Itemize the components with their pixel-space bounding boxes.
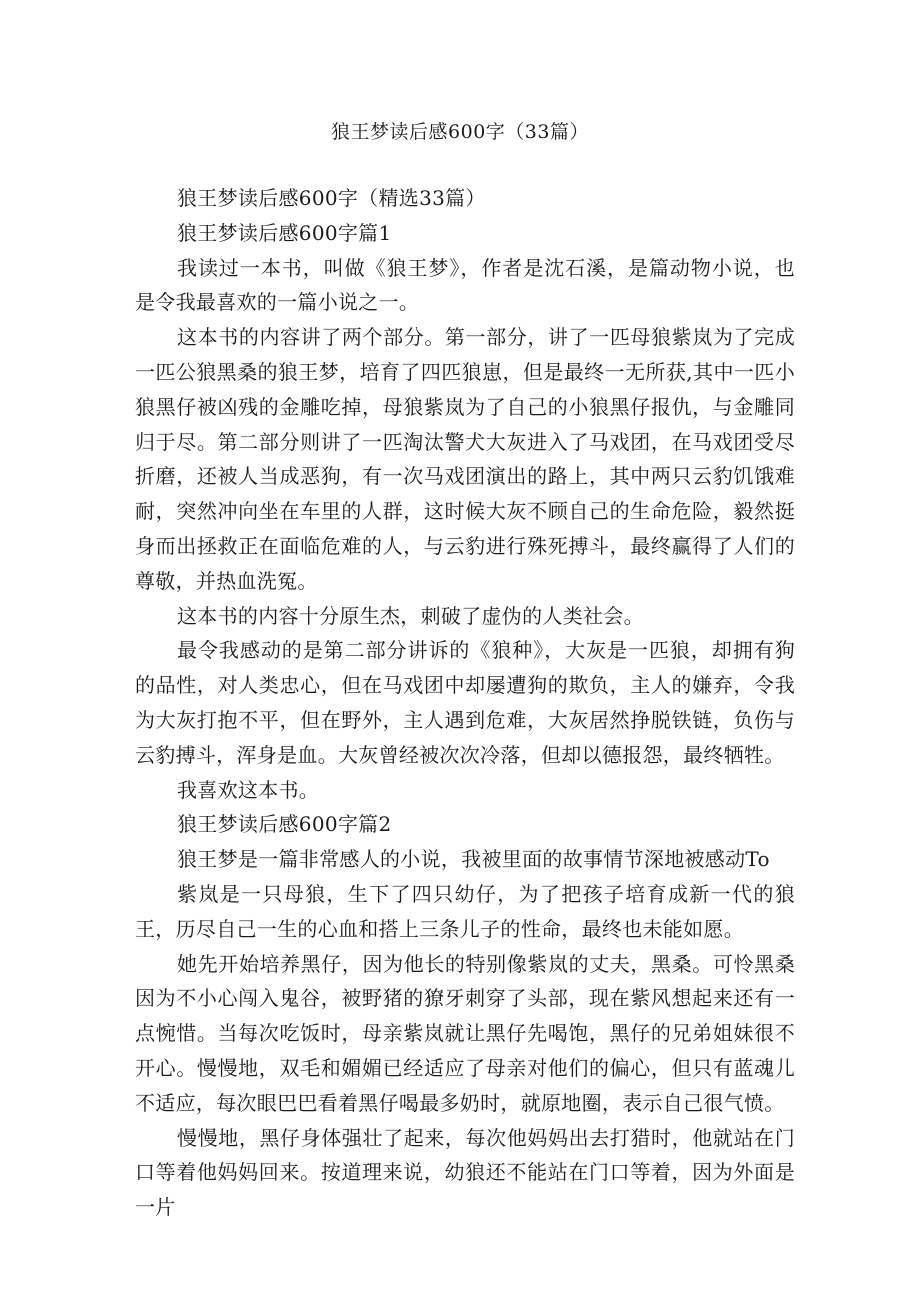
- paragraph: 最令我感动的是第二部分讲诉的《狼种》，大灰是一匹狼，却拥有狗的品性，对人类忠心，但在马戏团中却屡遭狗的欺负，主人的嫌弃，令我为大灰打抱不平，但在野外，主人遇到危难，大灰居然挣脱铁链，负伤与云豹搏斗，浑身是血。大灰曾经被次次冷落，但却以德报怨，最终牺牲。: [135, 638, 795, 767]
- paragraph: 我读过一本书，叫做《狼王梦》，作者是沈石溪，是篇动物小说，也是令我最喜欢的一篇小说之一。: [135, 255, 795, 315]
- subtitle-paragraph: 狼王梦读后感600字（精选33篇）: [177, 186, 486, 210]
- paragraph: 狼王梦是一篇非常感人的小说，我被里面的故事情节深地被感动To: [177, 847, 770, 872]
- paragraph: 她先开始培养黑仔，因为他长的特别像紫岚的丈夫，黑桑。可怜黑桑因为不小心闯入鬼谷，被野猪的獠牙刺穿了头部，现在紫风想起来还有一点惋惜。当每次吃饭时，母亲紫岚就让黑仔先喝饱，黑仔的兄弟姐妹很不开心。慢慢地，双毛和媚媚已经适应了母亲对他们的偏心，但只有蓝魂儿不适应，每次眼巴巴看着黑仔喝最多奶时，就原地圈，表示自己很气愤。: [135, 951, 795, 1115]
- document-body: [135, 181, 795, 1225]
- document-title: 狼王梦读后感600字（33篇）: [331, 121, 589, 143]
- paragraph: 紫岚是一只母狼，生下了四只幼仔，为了把孩子培育成新一代的狼王，历尽自己一生的心血和搭上三条儿子的性命，最终也未能如愿。: [135, 881, 795, 941]
- section-heading: 狼王梦读后感600字篇2: [177, 812, 392, 837]
- paragraph: 慢慢地，黑仔身体强壮了起来，每次他妈妈出去打猎时，他就站在门口等着他妈妈回来。按道理来说，幼狼还不能站在门口等着，因为外面是一片: [135, 1125, 795, 1220]
- section-heading: 狼王梦读后感600字篇1: [177, 220, 392, 245]
- paragraph: 这本书的内容十分原生杰，刺破了虚伪的人类社会。: [177, 603, 644, 628]
- paragraph: 这本书的内容讲了两个部分。第一部分，讲了一匹母狼紫岚为了完成一匹公狼黑桑的狼王梦，培育了四匹狼崽，但是最终一无所获,其中一匹小狼黑仔被凶残的金雕吃掉，母狼紫岚为了自己的小狼黑仔报仇，与金雕同归于尽。第二部分则讲了一匹淘汰警犬大灰进入了马戏团，在马戏团受尽折磨，还被人当成恶狗，有一次马戏团演出的路上，其中两只云豹饥饿难耐，突然冲向坐在车里的人群，这时候大灰不顾自己的生命危险，毅然挺身而出拯救正在面临危难的人，与云豹进行殊死搏斗，最终赢得了人们的尊敬，并热血洗冤。: [135, 325, 795, 593]
- paragraph: 我喜欢这本书。: [177, 777, 320, 802]
